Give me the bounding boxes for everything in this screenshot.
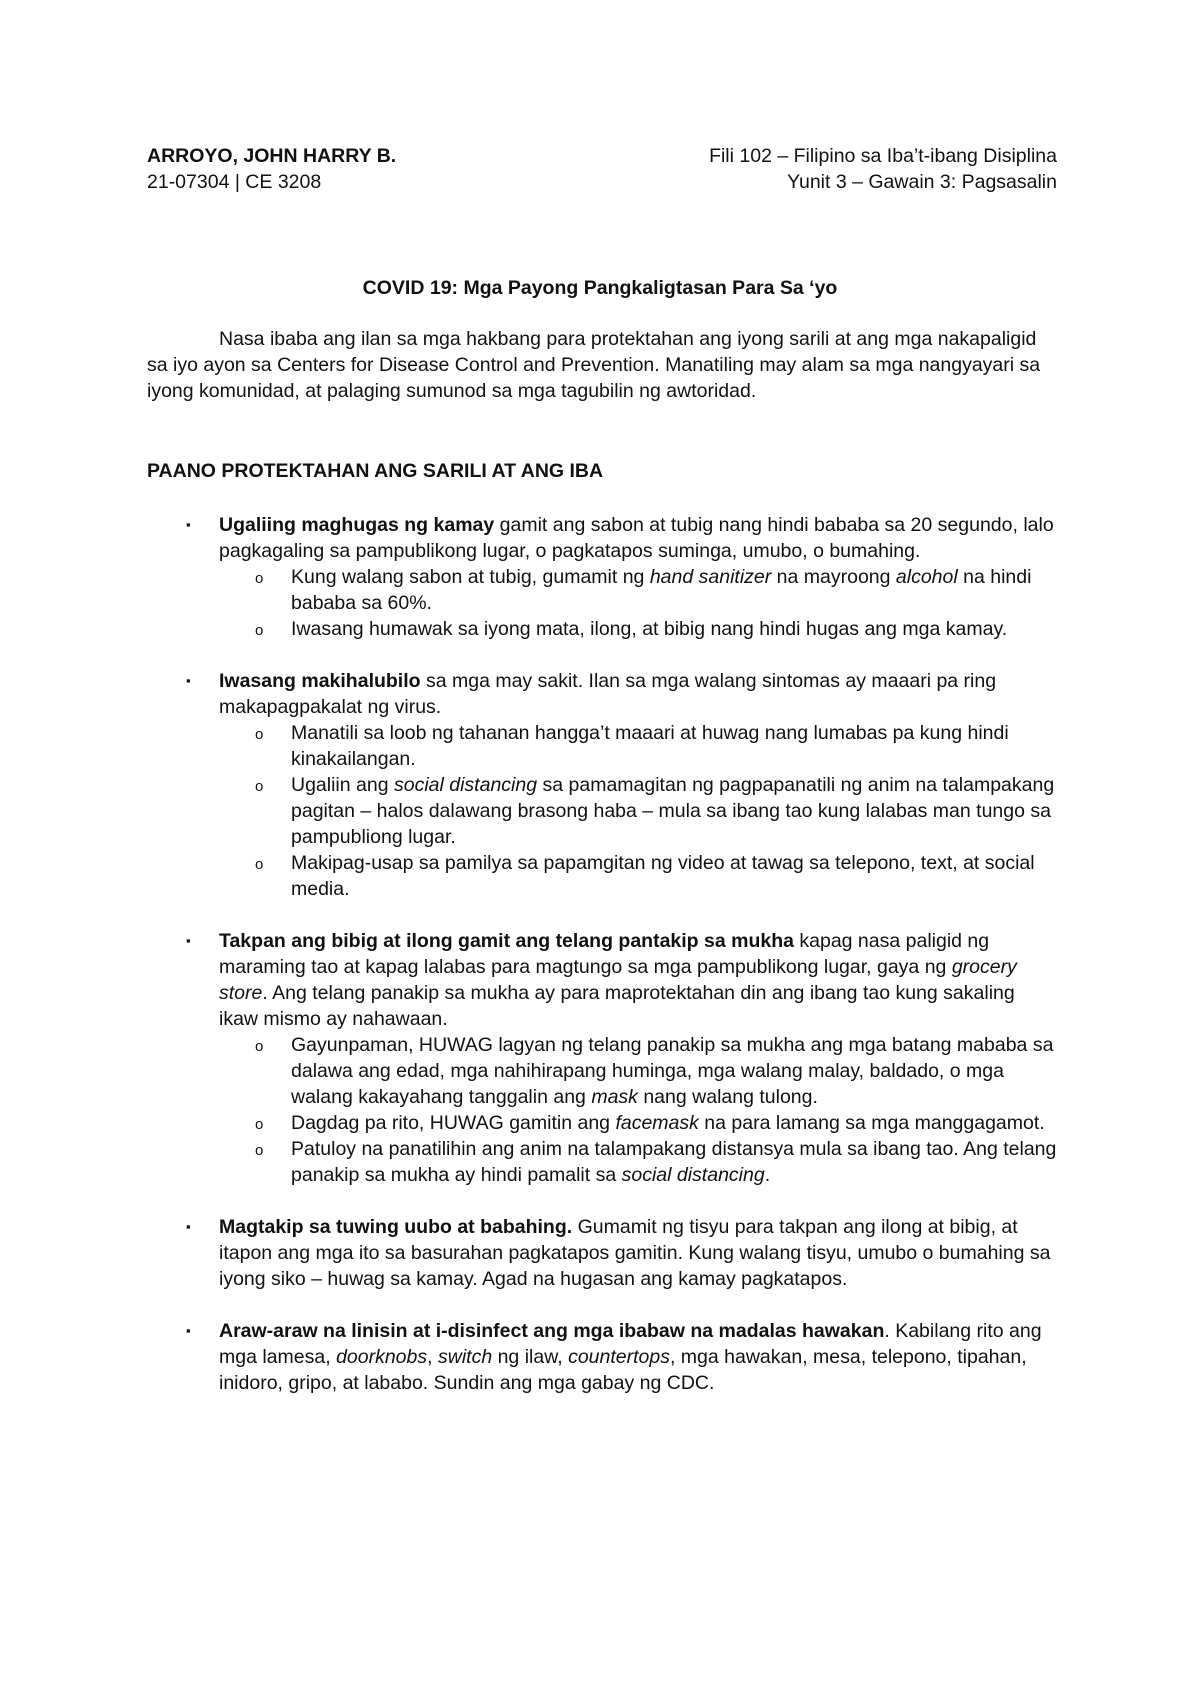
square-bullet-icon: ▪ [186,673,191,688]
sub-tip-item [219,1136,1057,1188]
document-title: COVID 19: Mga Payong Pangkaligtasan Para Sa ‘yo [362,277,838,299]
header-row-1 [147,143,1057,169]
tip-item [147,1318,1057,1396]
sub-tip-text: Makipag-usap sa pamilya sa papamgitan ng video at tawag sa telepono, text, at social media. [291,852,1035,900]
sub-tip-italic: social distancing [393,774,538,796]
tip-text: , mga hawakan, mesa, telepono, tipahan, inidoro, gripo, at lababo. Sundin ang mga gabay ng CDC. [219,1346,1027,1394]
section-heading: PAANO PROTEKTAHAN ANG SARILI AT ANG IBA [147,460,604,482]
tip-text: . Ang telang panakip sa mukha ay para maprotektahan din ang ibang tao kung sakaling ikaw mismo ay nahawaan. [219,982,1015,1030]
tip-lead: Iwasang makihalubilo [219,670,421,692]
document-header [147,143,1057,195]
sub-tip-item [219,616,1057,642]
sub-tip-text: na para lamang sa mga manggagamot. [698,1112,1045,1134]
tip-text: sa mga may sakit. Ilan sa mga walang sintomas ay maaari pa ring makapagpakalat ng virus. [219,670,997,718]
circle-bullet-icon: o [255,1038,264,1055]
tip-italic: countertops [568,1346,670,1368]
sub-tip-italic: mask [591,1086,638,1108]
sub-tip-text: Patuloy na panatilihin ang anim na talampakang distansya mula sa ibang tao. Ang telang panakip sa mukha ay hindi pamalit sa [291,1138,1057,1186]
circle-bullet-icon: o [255,726,264,743]
circle-bullet-icon: o [255,778,264,795]
sub-tip-text: Dagdag pa rito, HUWAG gamitin ang [291,1112,616,1134]
tip-text: Gumamit ng tisyu para takpan ang ilong at bibig, at itapon ang mga ito sa basurahan pagkatapos gamitin. Kung walang tisyu, umubo o bumahing sa iyong siko – huwag sa kamay. Agad na hugasan ang kamay pagkatapos. [219,1216,1051,1290]
tip-italic: doorknobs [336,1346,428,1368]
tip-lead: Ugaliing maghugas ng kamay [219,514,495,536]
sub-tip-text: sa pamamagitan ng pagpapanatili ng anim na talampakang pagitan – halos dalawang brasong haba – mula sa ibang tao kung lalabas man tungo sa pampubliong lugar. [291,774,1055,848]
circle-bullet-icon: o [255,1142,264,1159]
tip-lead: Araw-araw na linisin at i-disinfect ang mga ibabaw na madalas hawakan [219,1320,885,1342]
square-bullet-icon: ▪ [186,1323,191,1338]
sub-tip-item [219,1110,1057,1136]
sub-tip-text: na hindi bababa sa 60%. [291,566,1032,614]
square-bullet-icon: ▪ [186,1219,191,1234]
sub-tip-text: na mayroong [771,566,896,588]
sub-tip-text: Gayunpaman, HUWAG lagyan ng telang panakip sa mukha ang mga batang mababa sa dalawa ang edad, mga nahihirapang huminga, mga walang malay, baldado, o mga walang kakayahang tanggalin ang [291,1034,1054,1108]
sub-tip-item [219,1032,1057,1110]
tip-lead: Takpan ang bibig at ilong gamit ang telang pantakip sa mukha [219,930,794,952]
sub-tip-text: nang walang tulong. [637,1086,818,1108]
sub-tips-list [219,1032,1057,1188]
tip-item [147,668,1057,902]
tip-italic: switch [437,1346,493,1368]
sub-tip-italic: alcohol [895,566,958,588]
tip-italic: grocery store [219,956,1017,1004]
circle-bullet-icon: o [255,570,264,587]
sub-tips-list [219,720,1057,902]
tip-lead: Magtakip sa tuwing uubo at babahing. [219,1216,573,1238]
sub-tip-text: Kung walang sabon at tubig, gumamit ng [291,566,650,588]
sub-tip-item [219,772,1057,850]
sub-tip-item [219,564,1057,616]
sub-tip-item [219,720,1057,772]
sub-tip-italic: hand sanitizer [649,566,772,588]
course-title: Fili 102 – Filipino sa Iba’t-ibang Disiplina [709,145,1057,167]
sub-tip-italic: social distancing [621,1164,765,1186]
activity-title: Yunit 3 – Gawain 3: Pagsasalin [787,171,1057,193]
student-id: 21-07304 | CE 3208 [147,171,322,193]
student-name: ARROYO, JOHN HARRY B. [147,145,397,167]
tip-item [147,1214,1057,1292]
sub-tips-list [219,564,1057,642]
circle-bullet-icon: o [255,1116,264,1133]
circle-bullet-icon: o [255,856,264,873]
tip-item [147,512,1057,642]
tip-text: . Kabilang rito ang mga lamesa, [219,1320,1042,1368]
sub-tip-item [219,850,1057,902]
tip-text: gamit ang sabon at tubig nang hindi bababa sa 20 segundo, lalo pagkagaling sa pampublikong lugar, o pagkatapos suminga, umubo, o bumahing. [219,514,1054,562]
document-body [147,326,1057,1396]
sub-tip-text: Ugaliin ang [291,774,394,796]
header-row-2 [147,169,1057,195]
tip-item [147,928,1057,1188]
sub-tip-text: . [764,1164,771,1186]
sub-tip-text: Manatili sa loob ng tahanan hangga’t maaari at huwag nang lumabas pa kung hindi kinakailangan. [291,722,1009,770]
circle-bullet-icon: o [255,622,264,639]
square-bullet-icon: ▪ [186,517,191,532]
tips-list [147,512,1057,1396]
sub-tip-italic: facemask [615,1112,699,1134]
tip-text: kapag nasa paligid ng maraming tao at kapag lalabas para magtungo sa mga pampublikong lugar, gaya ng [219,930,990,978]
sub-tip-text: Iwasang humawak sa iyong mata, ilong, at bibig nang hindi hugas ang mga kamay. [291,618,1008,640]
tip-text: , [427,1346,438,1368]
intro-paragraph: Nasa ibaba ang ilan sa mga hakbang para protektahan ang iyong sarili at ang mga nakapaligid sa iyo ayon sa Centers for Disease Control and Prevention. Manatiling may alam sa mga nangyayari sa iyong komunidad, at palaging sumunod sa mga tagubilin ng awtoridad. [147,328,1041,402]
tip-text: ng ilaw, [492,1346,569,1368]
square-bullet-icon: ▪ [186,933,191,948]
